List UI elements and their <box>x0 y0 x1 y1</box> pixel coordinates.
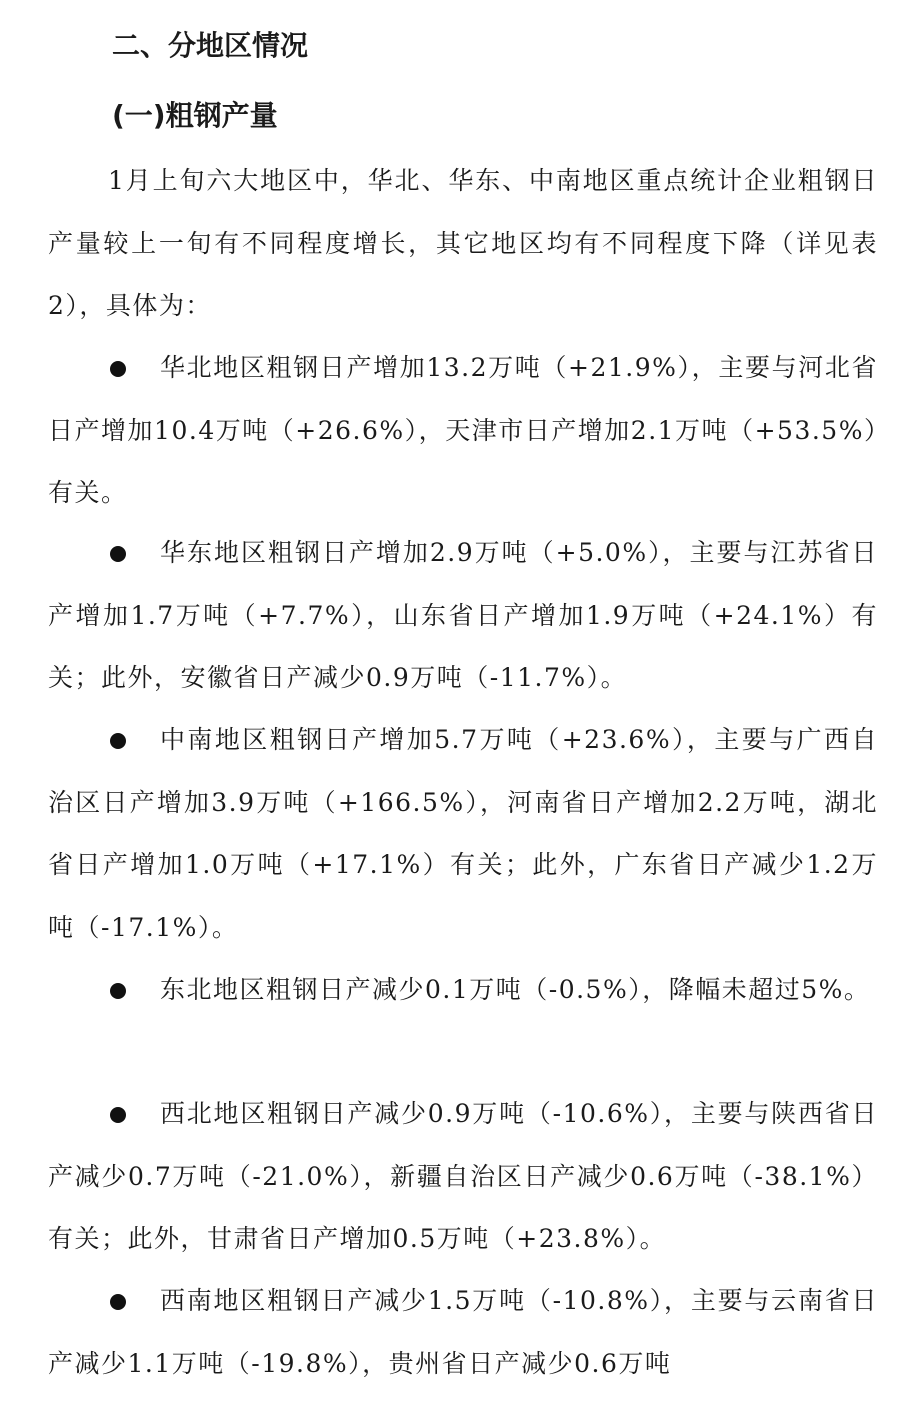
bullet-item-xinan: 西南地区粗钢日产减少1.5万吨（-10.8%），主要与云南省日产减少1.1万吨（-19.8%），贵州省日产减少0.6万吨 <box>48 1286 878 1378</box>
bullet-item-dongbei: 东北地区粗钢日产减少0.1万吨（-0.5%），降幅未超过5%。 <box>160 975 871 1004</box>
subsection-title: (一)粗钢产量 <box>112 99 278 132</box>
bullet-item-zhongnan: 中南地区粗钢日产增加5.7万吨（+23.6%），主要与广西自治区日产增加3.9万吨（+166.5%），河南省日产增加2.2万吨，湖北省日产增加1.0万吨（+17.1%）有关；此外，广东省日产减少1.2万吨（-17.1%）。 <box>48 725 878 942</box>
section-title: 二、分地区情况 <box>112 29 309 62</box>
intro-paragraph: 1月上旬六大地区中，华北、华东、中南地区重点统计企业粗钢日产量较上一旬有不同程度增长，其它地区均有不同程度下降（详见表2），具体为： <box>48 166 878 320</box>
bullet-item-xibei: 西北地区粗钢日产减少0.9万吨（-10.6%），主要与陕西省日产减少0.7万吨（-21.0%），新疆自治区日产减少0.6万吨（-38.1%）有关；此外，甘肃省日产增加0.5万吨（+23.8%）。 <box>48 1099 878 1253</box>
bullet-item-huabei: 华北地区粗钢日产增加13.2万吨（+21.9%），主要与河北省日产增加10.4万吨（+26.6%），天津市日产增加2.1万吨（+53.5%）有关。 <box>48 353 878 507</box>
bullet-item-huadong: 华东地区粗钢日产增加2.9万吨（+5.0%），主要与江苏省日产增加1.7万吨（+7.7%），山东省日产增加1.9万吨（+24.1%）有关；此外，安徽省日产减少0.9万吨（-11.7%）。 <box>48 538 878 692</box>
